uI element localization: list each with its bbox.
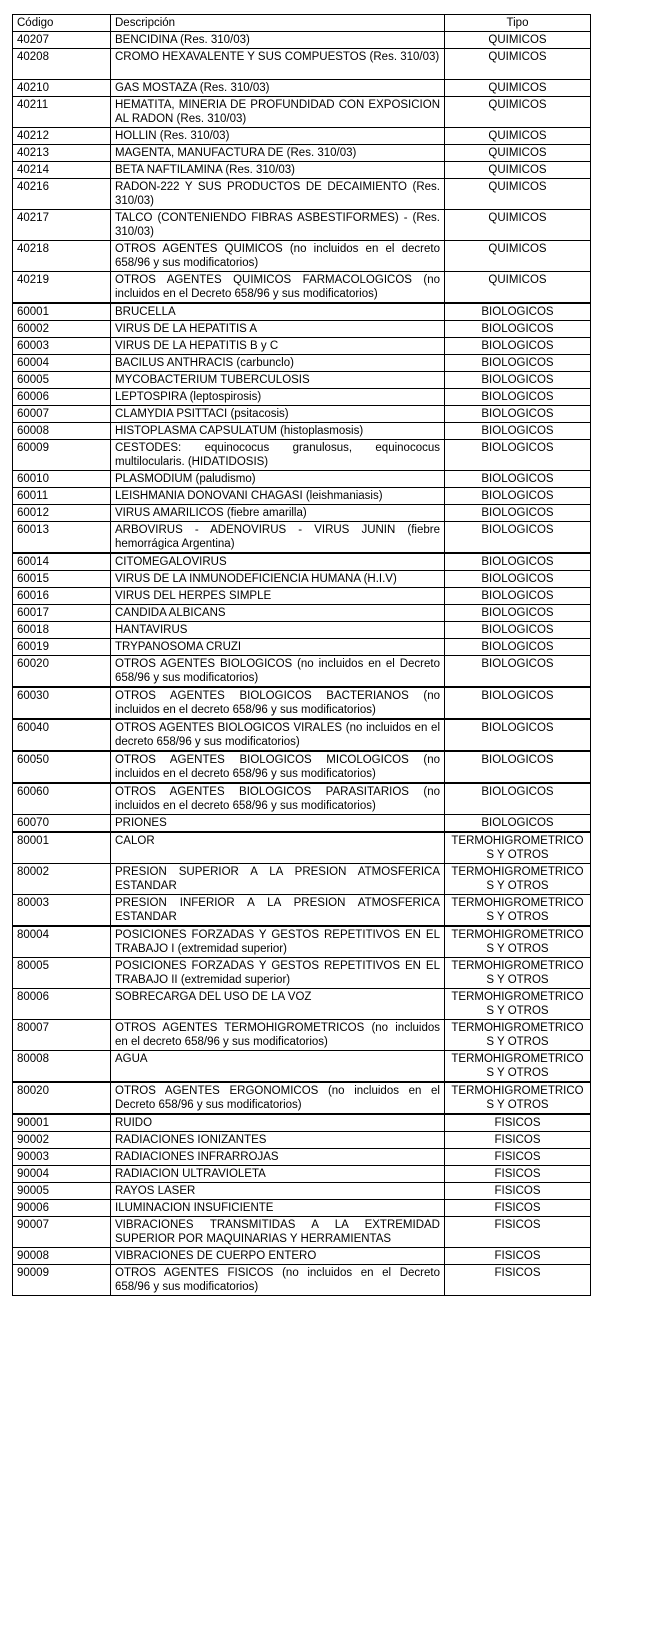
table-row: [13, 751, 591, 783]
description-cell: GAS MOSTAZA (Res. 310/03): [111, 80, 445, 97]
code-cell: 90003: [13, 1149, 111, 1166]
type-cell: QUIMICOS: [445, 97, 591, 128]
code-cell: 40212: [13, 128, 111, 145]
code-cell: 60020: [13, 656, 111, 688]
type-cell: BIOLOGICOS: [445, 656, 591, 688]
description-cell: OTROS AGENTES ERGONOMICOS (no incluidos en el Decreto 658/96 y sus modificatorios): [111, 1082, 445, 1114]
table-row: [13, 1217, 591, 1248]
type-cell: QUIMICOS: [445, 241, 591, 272]
type-cell: BIOLOGICOS: [445, 338, 591, 355]
description-cell: OTROS AGENTES QUIMICOS (no incluidos en el decreto 658/96 y sus modificatorios): [111, 241, 445, 272]
table-row: [13, 1183, 591, 1200]
table-row: [13, 303, 591, 321]
table-row: [13, 588, 591, 605]
type-cell: BIOLOGICOS: [445, 505, 591, 522]
code-cell: 60040: [13, 719, 111, 751]
description-cell: BACILUS ANTHRACIS (carbunclo): [111, 355, 445, 372]
table-row: [13, 80, 591, 97]
table-header-row: [13, 15, 591, 32]
code-cell: 80003: [13, 895, 111, 927]
code-cell: 60001: [13, 303, 111, 321]
code-cell: 40208: [13, 49, 111, 80]
description-cell: HOLLIN (Res. 310/03): [111, 128, 445, 145]
type-cell: TERMOHIGROMETRICOS Y OTROS: [445, 989, 591, 1020]
code-cell: 60006: [13, 389, 111, 406]
table-body: [13, 32, 591, 1296]
type-cell: BIOLOGICOS: [445, 471, 591, 488]
type-cell: QUIMICOS: [445, 49, 591, 80]
type-cell: BIOLOGICOS: [445, 423, 591, 440]
code-cell: 90008: [13, 1248, 111, 1265]
description-cell: OTROS AGENTES BIOLOGICOS MICOLOGICOS (no incluidos en el decreto 658/96 y sus modificatorios): [111, 751, 445, 783]
description-cell: ILUMINACION INSUFICIENTE: [111, 1200, 445, 1217]
type-cell: TERMOHIGROMETRICOS Y OTROS: [445, 832, 591, 864]
table-row: [13, 321, 591, 338]
table-row: [13, 389, 591, 406]
description-cell: TALCO (CONTENIENDO FIBRAS ASBESTIFORMES) - (Res. 310/03): [111, 210, 445, 241]
code-cell: 40218: [13, 241, 111, 272]
description-cell: AGUA: [111, 1051, 445, 1083]
header-descripcion: Descripción: [111, 15, 445, 32]
code-cell: 80004: [13, 926, 111, 958]
table-row: [13, 179, 591, 210]
type-cell: BIOLOGICOS: [445, 389, 591, 406]
code-cell: 80020: [13, 1082, 111, 1114]
type-cell: BIOLOGICOS: [445, 522, 591, 554]
code-cell: 60014: [13, 553, 111, 571]
header-tipo: Tipo: [445, 15, 591, 32]
type-cell: BIOLOGICOS: [445, 588, 591, 605]
code-cell: 40207: [13, 32, 111, 49]
table-row: [13, 210, 591, 241]
type-cell: QUIMICOS: [445, 179, 591, 210]
type-cell: BIOLOGICOS: [445, 303, 591, 321]
table-row: [13, 687, 591, 719]
description-cell: VIRUS AMARILICOS (fiebre amarilla): [111, 505, 445, 522]
description-cell: VIRUS DE LA HEPATITIS A: [111, 321, 445, 338]
description-cell: VIRUS DEL HERPES SIMPLE: [111, 588, 445, 605]
code-cell: 90001: [13, 1114, 111, 1132]
table-row: [13, 1051, 591, 1083]
code-cell: 80002: [13, 864, 111, 895]
type-cell: QUIMICOS: [445, 272, 591, 304]
description-cell: OTROS AGENTES FISICOS (no incluidos en el Decreto 658/96 y sus modificatorios): [111, 1265, 445, 1296]
table-row: [13, 1020, 591, 1051]
code-cell: 40217: [13, 210, 111, 241]
description-cell: BENCIDINA (Res. 310/03): [111, 32, 445, 49]
table-row: [13, 815, 591, 833]
description-cell: CROMO HEXAVALENTE Y SUS COMPUESTOS (Res. 310/03): [111, 49, 445, 80]
type-cell: FISICOS: [445, 1132, 591, 1149]
table-row: [13, 553, 591, 571]
table-row: [13, 1149, 591, 1166]
description-cell: RUIDO: [111, 1114, 445, 1132]
description-cell: OTROS AGENTES QUIMICOS FARMACOLOGICOS (no incluidos en el Decreto 658/96 y sus modificatorios): [111, 272, 445, 304]
table-row: [13, 128, 591, 145]
type-cell: QUIMICOS: [445, 162, 591, 179]
type-cell: FISICOS: [445, 1200, 591, 1217]
description-cell: TRYPANOSOMA CRUZI: [111, 639, 445, 656]
description-cell: RADON-222 Y SUS PRODUCTOS DE DECAIMIENTO (Res. 310/03): [111, 179, 445, 210]
code-cell: 60016: [13, 588, 111, 605]
description-cell: HANTAVIRUS: [111, 622, 445, 639]
table-row: [13, 1132, 591, 1149]
table-row: [13, 605, 591, 622]
table-row: [13, 522, 591, 554]
table-row: [13, 241, 591, 272]
description-cell: PRESION SUPERIOR A LA PRESION ATMOSFERICA ESTANDAR: [111, 864, 445, 895]
description-cell: OTROS AGENTES BIOLOGICOS PARASITARIOS (no incluidos en el decreto 658/96 y sus modificatorios): [111, 783, 445, 815]
table-row: [13, 639, 591, 656]
code-cell: 90009: [13, 1265, 111, 1296]
table-row: [13, 272, 591, 304]
table-row: [13, 895, 591, 927]
code-cell: 60050: [13, 751, 111, 783]
type-cell: TERMOHIGROMETRICOS Y OTROS: [445, 864, 591, 895]
code-cell: 40214: [13, 162, 111, 179]
type-cell: BIOLOGICOS: [445, 372, 591, 389]
description-cell: RADIACIONES INFRARROJAS: [111, 1149, 445, 1166]
code-cell: 60013: [13, 522, 111, 554]
code-cell: 60002: [13, 321, 111, 338]
description-cell: LEISHMANIA DONOVANI CHAGASI (leishmaniasis): [111, 488, 445, 505]
description-cell: PRIONES: [111, 815, 445, 833]
description-cell: OTROS AGENTES BIOLOGICOS (no incluidos en el Decreto 658/96 y sus modificatorios): [111, 656, 445, 688]
description-cell: ARBOVIRUS - ADENOVIRUS - VIRUS JUNIN (fiebre hemorrágica Argentina): [111, 522, 445, 554]
code-cell: 60010: [13, 471, 111, 488]
type-cell: FISICOS: [445, 1265, 591, 1296]
description-cell: CANDIDA ALBICANS: [111, 605, 445, 622]
description-cell: HEMATITA, MINERIA DE PROFUNDIDAD CON EXPOSICION AL RADON (Res. 310/03): [111, 97, 445, 128]
type-cell: QUIMICOS: [445, 128, 591, 145]
code-cell: 60015: [13, 571, 111, 588]
description-cell: VIBRACIONES DE CUERPO ENTERO: [111, 1248, 445, 1265]
code-cell: 40219: [13, 272, 111, 304]
code-cell: 60004: [13, 355, 111, 372]
description-cell: PRESION INFERIOR A LA PRESION ATMOSFERICA ESTANDAR: [111, 895, 445, 927]
table-row: [13, 471, 591, 488]
table-row: [13, 622, 591, 639]
type-cell: QUIMICOS: [445, 145, 591, 162]
table-row: [13, 958, 591, 989]
type-cell: FISICOS: [445, 1217, 591, 1248]
table-row: [13, 1082, 591, 1114]
description-cell: VIRUS DE LA INMUNODEFICIENCIA HUMANA (H.I.V): [111, 571, 445, 588]
type-cell: BIOLOGICOS: [445, 440, 591, 471]
type-cell: TERMOHIGROMETRICOS Y OTROS: [445, 895, 591, 927]
type-cell: BIOLOGICOS: [445, 488, 591, 505]
description-cell: CALOR: [111, 832, 445, 864]
header-codigo: Código: [13, 15, 111, 32]
table-row: [13, 832, 591, 864]
table-row: [13, 1248, 591, 1265]
type-cell: BIOLOGICOS: [445, 321, 591, 338]
description-cell: OTROS AGENTES BIOLOGICOS VIRALES (no incluidos en el decreto 658/96 y sus modificatorios): [111, 719, 445, 751]
code-cell: 80007: [13, 1020, 111, 1051]
table-row: [13, 440, 591, 471]
type-cell: QUIMICOS: [445, 210, 591, 241]
code-cell: 90004: [13, 1166, 111, 1183]
type-cell: TERMOHIGROMETRICOS Y OTROS: [445, 926, 591, 958]
type-cell: BIOLOGICOS: [445, 355, 591, 372]
type-cell: TERMOHIGROMETRICOS Y OTROS: [445, 1051, 591, 1083]
type-cell: BIOLOGICOS: [445, 719, 591, 751]
table-row: [13, 926, 591, 958]
code-cell: 40213: [13, 145, 111, 162]
description-cell: PLASMODIUM (paludismo): [111, 471, 445, 488]
description-cell: BETA NAFTILAMINA (Res. 310/03): [111, 162, 445, 179]
code-cell: 60070: [13, 815, 111, 833]
code-cell: 60005: [13, 372, 111, 389]
code-cell: 60017: [13, 605, 111, 622]
type-cell: QUIMICOS: [445, 80, 591, 97]
type-cell: BIOLOGICOS: [445, 571, 591, 588]
type-cell: TERMOHIGROMETRICOS Y OTROS: [445, 1020, 591, 1051]
description-cell: SOBRECARGA DEL USO DE LA VOZ: [111, 989, 445, 1020]
description-cell: VIBRACIONES TRANSMITIDAS A LA EXTREMIDAD SUPERIOR POR MAQUINARIAS Y HERRAMIENTAS: [111, 1217, 445, 1248]
type-cell: FISICOS: [445, 1114, 591, 1132]
table-row: [13, 989, 591, 1020]
table-row: [13, 719, 591, 751]
code-cell: 60011: [13, 488, 111, 505]
description-cell: LEPTOSPIRA (leptospirosis): [111, 389, 445, 406]
description-cell: VIRUS DE LA HEPATITIS B y C: [111, 338, 445, 355]
description-cell: RADIACION ULTRAVIOLETA: [111, 1166, 445, 1183]
table-row: [13, 406, 591, 423]
table-row: [13, 571, 591, 588]
description-cell: OTROS AGENTES TERMOHIGROMETRICOS (no incluidos en el decreto 658/96 y sus modificatorios): [111, 1020, 445, 1051]
type-cell: BIOLOGICOS: [445, 553, 591, 571]
type-cell: TERMOHIGROMETRICOS Y OTROS: [445, 958, 591, 989]
table-row: [13, 1200, 591, 1217]
table-row: [13, 656, 591, 688]
code-cell: 40210: [13, 80, 111, 97]
description-cell: POSICIONES FORZADAS Y GESTOS REPETITIVOS EN EL TRABAJO I (extremidad superior): [111, 926, 445, 958]
code-cell: 80008: [13, 1051, 111, 1083]
code-cell: 40216: [13, 179, 111, 210]
code-cell: 90007: [13, 1217, 111, 1248]
table-row: [13, 488, 591, 505]
table-row: [13, 162, 591, 179]
type-cell: FISICOS: [445, 1166, 591, 1183]
table-row: [13, 49, 591, 80]
code-cell: 60060: [13, 783, 111, 815]
table-row: [13, 372, 591, 389]
type-cell: FISICOS: [445, 1248, 591, 1265]
table-row: [13, 355, 591, 372]
type-cell: BIOLOGICOS: [445, 815, 591, 833]
code-cell: 90006: [13, 1200, 111, 1217]
type-cell: BIOLOGICOS: [445, 406, 591, 423]
code-cell: 90005: [13, 1183, 111, 1200]
description-cell: CITOMEGALOVIRUS: [111, 553, 445, 571]
table-row: [13, 145, 591, 162]
table-row: [13, 1114, 591, 1132]
code-cell: 60012: [13, 505, 111, 522]
code-cell: 60030: [13, 687, 111, 719]
type-cell: BIOLOGICOS: [445, 783, 591, 815]
table-row: [13, 1166, 591, 1183]
table-row: [13, 505, 591, 522]
type-cell: QUIMICOS: [445, 32, 591, 49]
description-cell: RAYOS LASER: [111, 1183, 445, 1200]
table-row: [13, 864, 591, 895]
table-row: [13, 783, 591, 815]
type-cell: BIOLOGICOS: [445, 751, 591, 783]
table-row: [13, 32, 591, 49]
description-cell: MAGENTA, MANUFACTURA DE (Res. 310/03): [111, 145, 445, 162]
code-cell: 60003: [13, 338, 111, 355]
table-row: [13, 338, 591, 355]
code-cell: 80001: [13, 832, 111, 864]
table-row: [13, 423, 591, 440]
description-cell: POSICIONES FORZADAS Y GESTOS REPETITIVOS EN EL TRABAJO II (extremidad superior): [111, 958, 445, 989]
code-cell: 90002: [13, 1132, 111, 1149]
code-cell: 80006: [13, 989, 111, 1020]
description-cell: MYCOBACTERIUM TUBERCULOSIS: [111, 372, 445, 389]
type-cell: TERMOHIGROMETRICOS Y OTROS: [445, 1082, 591, 1114]
code-cell: 60008: [13, 423, 111, 440]
code-cell: 60009: [13, 440, 111, 471]
description-cell: CLAMYDIA PSITTACI (psitacosis): [111, 406, 445, 423]
code-cell: 40211: [13, 97, 111, 128]
code-cell: 60018: [13, 622, 111, 639]
description-cell: CESTODES: equinococus granulosus, equinococus multilocularis. (HIDATIDOSIS): [111, 440, 445, 471]
code-cell: 80005: [13, 958, 111, 989]
type-cell: BIOLOGICOS: [445, 605, 591, 622]
description-cell: OTROS AGENTES BIOLOGICOS BACTERIANOS (no incluidos en el decreto 658/96 y sus modificatorios): [111, 687, 445, 719]
type-cell: BIOLOGICOS: [445, 639, 591, 656]
code-cell: 60007: [13, 406, 111, 423]
description-cell: BRUCELLA: [111, 303, 445, 321]
table-row: [13, 1265, 591, 1296]
type-cell: BIOLOGICOS: [445, 687, 591, 719]
description-cell: RADIACIONES IONIZANTES: [111, 1132, 445, 1149]
code-cell: 60019: [13, 639, 111, 656]
type-cell: BIOLOGICOS: [445, 622, 591, 639]
type-cell: FISICOS: [445, 1183, 591, 1200]
description-cell: HISTOPLASMA CAPSULATUM (histoplasmosis): [111, 423, 445, 440]
table-row: [13, 97, 591, 128]
agents-table: [12, 14, 591, 1296]
type-cell: FISICOS: [445, 1149, 591, 1166]
